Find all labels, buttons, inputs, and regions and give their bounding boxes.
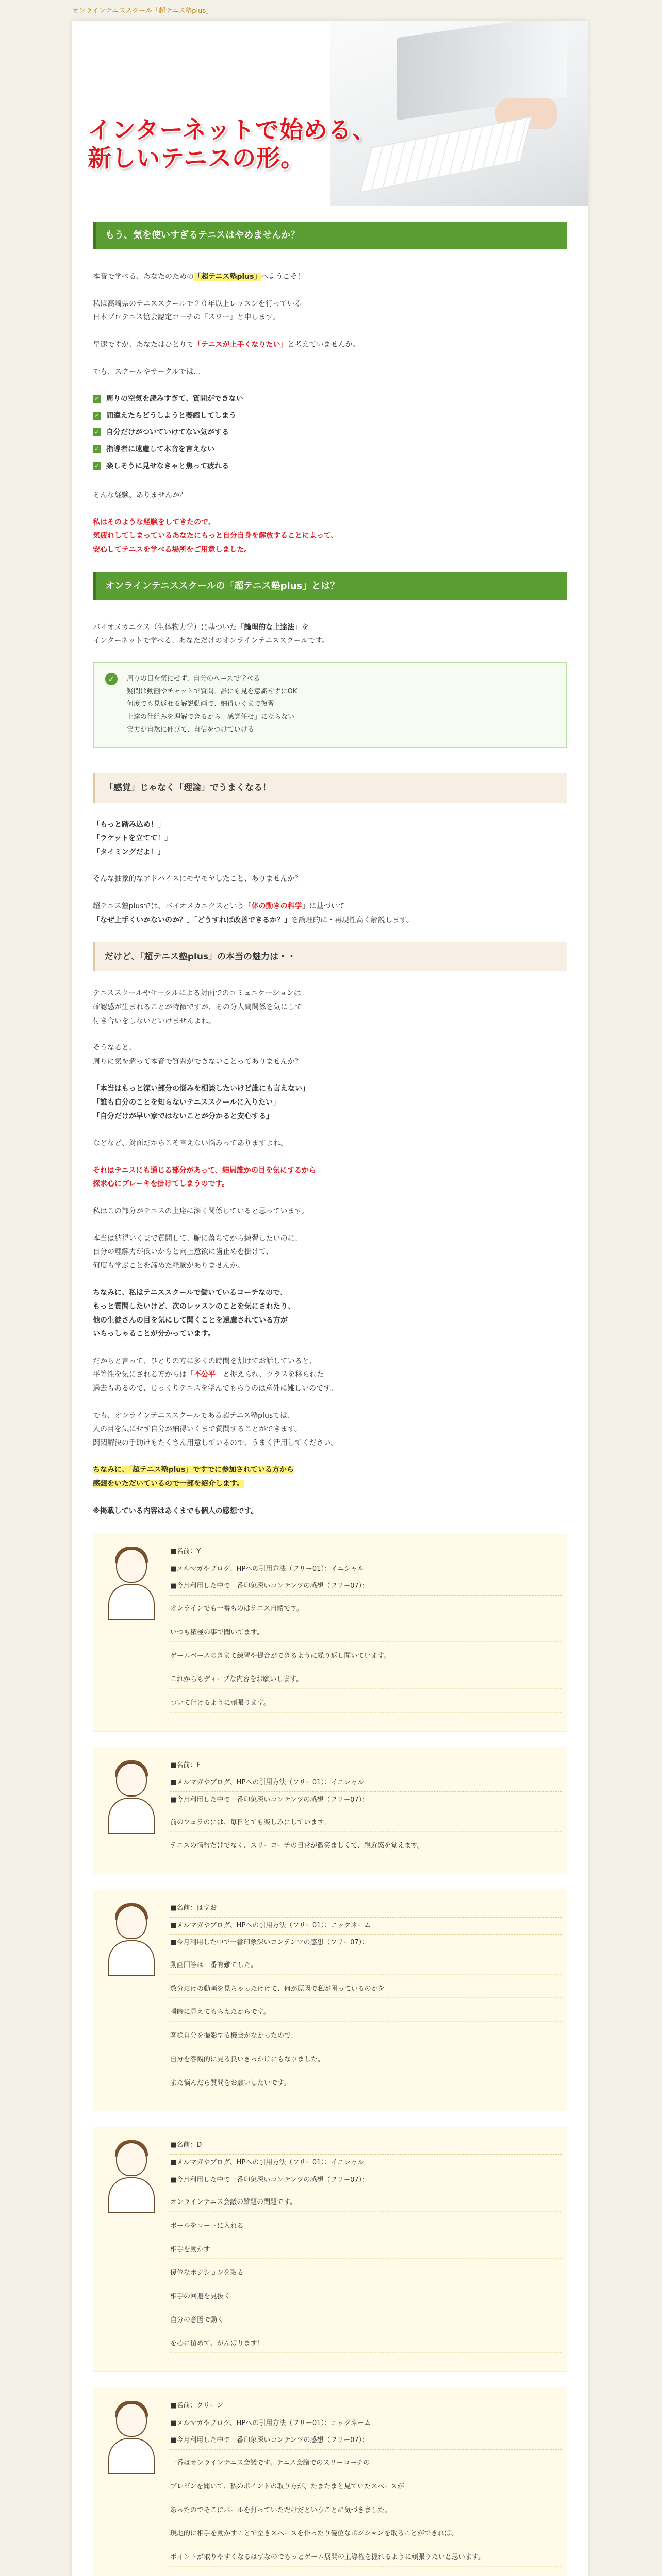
section3-heading: 「感覚」じゃなく「理論」でうまくなる！ — [93, 773, 567, 802]
user-avatar — [98, 2398, 165, 2475]
testimonial-content-label: ■今月利用した中で一番印象深いコンテンツの感想（フリー07）： — [170, 1578, 562, 1596]
keyboard-image — [360, 116, 532, 193]
text: それはテニスにも通じる部分があって、結局誰かの目を気にするから — [93, 1166, 317, 1175]
testimonial-name: ■名前：Y — [170, 1544, 562, 1561]
coach-note — [93, 1286, 567, 1341]
text: もっと質問したいけど、次のレッスンのことを気にされたり、 — [93, 1302, 295, 1311]
text: ちなみに、私はテニススクールで働いているコーチなので、 — [93, 1289, 287, 1297]
avatar-body — [108, 2177, 155, 2213]
check-icon: ✓ — [93, 412, 101, 420]
body-line: オンラインでも一番ものはテニス自體です。 — [170, 1603, 562, 1618]
avatar-body — [108, 1584, 155, 1620]
checklist-item — [93, 460, 567, 473]
testimonial-text — [165, 1757, 562, 1863]
intro-paragraph — [93, 270, 567, 284]
text: だからと言って、ひとりの方に多くの時間を割けてお話していると、 — [93, 1357, 317, 1365]
testimonial-content-label: ■今月利用した中で一番印象深いコンテンツの感想（フリー07）： — [170, 2432, 562, 2450]
check-icon: ✓ — [93, 462, 101, 470]
check-icon: ✓ — [93, 395, 101, 403]
testimonial-source: ■メルマガやブログ、HPへの引用方法（フリー01）：イニシャル — [170, 1774, 562, 1792]
body-line: 優位なポジションを取る — [170, 2267, 562, 2282]
text: を論理的に・再現性高く解説します。 — [291, 916, 413, 924]
body-line: あったのでそこにボールを打っていただけだということに気づきました。 — [170, 2504, 562, 2520]
checklist-item — [93, 443, 567, 456]
about-paragraph — [93, 621, 567, 648]
paragraph: などなど、対面だからこそ言えない悩みってありますよね。 — [93, 1139, 288, 1148]
disclaimer-note: ※掲載している内容はあくまでも個人の感想です。 — [93, 1506, 258, 1515]
site-topbar[interactable]: オンラインテニススクール「超テニス塾plus」 — [72, 7, 213, 15]
testimonial-name: ■名前：グリーン — [170, 2398, 562, 2415]
problem-checklist — [93, 392, 567, 473]
body-line: ポイントが取りやすくなるはずなのでもっとゲーム展開の主導権を握れるように頑張りたいと思います。 — [170, 2551, 562, 2567]
text: 人の目を気にせず自分が納得いくまで質問することができます。 — [93, 1425, 302, 1434]
text: 」を — [294, 623, 309, 632]
testimonial-body — [170, 2196, 562, 2353]
text: 本音で学べる、あなたのための — [93, 273, 194, 281]
text: 楽しそうに見せなきゃと焦って疲れる — [106, 462, 229, 470]
text: 」と捉えられ、クラスを移られた — [216, 1370, 324, 1379]
body-line: テニスの情報だけでなく、スリーコーチの日常が微笑ましくて、親近感を覚えます。 — [170, 1840, 562, 1855]
text: 早速ですが、あなたはひとりで — [93, 340, 194, 349]
text: 」に基づいて — [302, 902, 345, 910]
body-line: ゲームベースのきまて練習や提合ができるように繰り返し聞いています。 — [170, 1650, 562, 1666]
body-line: ついて行けるように頑張ります。 — [170, 1697, 562, 1713]
body-line: 数分だけの動画を見ちゃったけけて、何が原因で私が困っているのかを — [170, 1983, 562, 1998]
text: 付き合いをしないといけませんよね。 — [93, 1016, 216, 1025]
text: テニススクールやサークルによる対面でのコミュニケーションは — [93, 989, 301, 998]
avatar-body — [108, 2438, 155, 2474]
user-avatar — [98, 1757, 165, 1835]
page-container — [72, 21, 588, 2576]
text: 平等性を気にされる方からは「 — [93, 1370, 194, 1379]
advice-quotes — [93, 818, 567, 859]
text: 過去もあるので、じっくりテニスを学んでもらうのは意外に難しいのです。 — [93, 1384, 338, 1393]
question-paragraph — [93, 338, 567, 352]
text: 自分の理解力が低いからと向上意欲に歯止めを掛けて、 — [93, 1248, 273, 1257]
text: 自分だけがついていけてない気がする — [106, 428, 229, 437]
text: 本当は納得いくまで質問して、腑に落ちてから練習したいのに、 — [93, 1234, 302, 1243]
highlight-text: ちなみに、「超テニス塾plus」ですでに参加されている方から — [93, 1466, 294, 1475]
testimonial-card — [93, 1890, 567, 2111]
testimonials-list — [93, 1533, 567, 2576]
avatar-head — [116, 2403, 147, 2437]
testimonial-card — [93, 1533, 567, 1732]
text: でも、オンラインテニススクールである超テニス塾plusでは、 — [93, 1411, 295, 1420]
testimonial-body — [170, 2457, 562, 2566]
testimonial-content-label: ■今月利用した中で一番印象深いコンテンツの感想（フリー07）： — [170, 2172, 562, 2190]
text: 周りの空気を読みすぎて、質問ができない — [106, 395, 243, 403]
body-line: 相手の回避を見抜く — [170, 2291, 562, 2306]
hero-title-line1: インターネットで始める、 — [88, 116, 376, 144]
body-line: 動画回答は一番有難てした。 — [170, 1959, 562, 1975]
check-icon: ✓ — [93, 445, 101, 453]
main-content — [72, 222, 588, 2576]
testimonial-source: ■メルマガやブログ、HPへの引用方法（フリー01）：ニックネーム — [170, 1918, 562, 1935]
testimonial-card — [93, 2387, 567, 2576]
text: 「本当はもっと深い部分の悩みを相談したいけど誰にも言えない」 — [93, 1084, 309, 1093]
testimonial-source: ■メルマガやブログ、HPへの引用方法（フリー01）：ニックネーム — [170, 2415, 562, 2433]
school-paragraph: でも、スクールやサークルでは… — [93, 367, 201, 376]
feature-item: 周りの目を気にせず、自分のペースで学べる — [127, 674, 260, 683]
feature-item: 疑問は動画やチャットで質問。誰にも見を意識せずにOK — [127, 687, 297, 696]
text: 「誰も自分のことを知らないテニススクールに入りたい」 — [93, 1098, 280, 1107]
text: 周りに気を遣って本音で質問ができないことってありませんか？ — [93, 1057, 302, 1066]
text: 確認感が生まれることが特徴ですが、その分人間関係を気にして — [93, 1003, 302, 1012]
testimonial-body — [170, 1603, 562, 1712]
paragraph: 私はこの部分がテニスの上達に深く関係していると思っています。 — [93, 1207, 309, 1215]
feature-item: 上達の仕組みを理解できるから「感覚任せ」にならない — [127, 713, 295, 721]
testimonial-text — [165, 1544, 562, 1721]
red-statement — [93, 516, 567, 557]
checklist-item — [93, 392, 567, 406]
check-icon: ✓ — [93, 428, 101, 436]
avatar-head — [116, 1762, 147, 1797]
body-line: 自分の意図で動く — [170, 2314, 562, 2330]
avatar-head — [116, 1549, 147, 1583]
bold-text: 「なぜ上手くいかないのか？」「どうすれば改善できるか？」 — [93, 916, 291, 924]
testimonial-card — [93, 2127, 567, 2372]
text: いらっしゃることが分かっています。 — [93, 1330, 215, 1338]
user-avatar — [98, 1544, 165, 1621]
testimonial-body — [170, 1959, 562, 2092]
body-line: いつも積極の事で聞いてます。 — [170, 1626, 562, 1642]
text: 気疲れしてしまっているあなたにもっと自分自身を解放することによって、 — [93, 532, 338, 540]
testimonial-card — [93, 1747, 567, 1874]
hero-title-line2: 新しいテニスの形。 — [88, 144, 305, 173]
body-line: 現地的に相手を動かすことで空きスペースを作ったり優位なポジションを取ることができれば、 — [170, 2528, 562, 2543]
body-line: 前のフェラのには、毎日とても楽しみにしています。 — [170, 1817, 562, 1832]
hero-photo — [330, 21, 588, 206]
text: 悶悶解決の手助けもたくさん用意しているので、うまく活用してください。 — [93, 1438, 338, 1447]
text: 日本プロテニス協会認定コーチの「スワー」と申します。 — [93, 313, 280, 322]
body-line: また悩んだら質問をお願いしたいです。 — [170, 2077, 562, 2093]
biomechanics-paragraph — [93, 900, 567, 927]
paragraph — [93, 1232, 567, 1273]
body-line: 相手を動かす — [170, 2244, 562, 2259]
body-line: オンラインテニス会議の難題の問題です。 — [170, 2196, 562, 2212]
checklist-item — [93, 409, 567, 423]
highlight-intro — [93, 1463, 567, 1490]
feature-item: 実力が自然に伸びて、自信をつけていける — [127, 725, 254, 734]
red-text: 体の動きの科学 — [251, 902, 302, 910]
paragraph — [93, 1041, 567, 1069]
avatar-head — [116, 2142, 147, 2176]
text: そうなると、 — [93, 1044, 136, 1053]
checklist-item — [93, 426, 567, 439]
testimonial-body — [170, 1817, 562, 1855]
avatar-head — [116, 1905, 147, 1939]
body-line: これからもディープな内容をお願いします。 — [170, 1673, 562, 1689]
body-line: ボールをコートに入れる — [170, 2220, 562, 2235]
testimonial-source: ■メルマガやブログ、HPへの引用方法（フリー01）：イニシャル — [170, 2155, 562, 2172]
hero-banner — [72, 21, 588, 206]
body-line: を心に留めて、がんばります！ — [170, 2337, 562, 2353]
feature-item: 何度でも見返せる解説動画で、納得いくまで復習 — [127, 700, 274, 708]
text: 超テニス塾plusでは、バイオメカニクスという「 — [93, 902, 252, 910]
text: 指導者に遠慮して本音を言えない — [106, 445, 214, 453]
coach-intro — [93, 297, 567, 325]
avatar-body — [108, 1940, 155, 1976]
experience-question: そんな経験、ありませんか？ — [93, 491, 187, 500]
text: と考えていませんか。 — [287, 340, 360, 349]
red-text: 不公平 — [194, 1370, 216, 1379]
section2-heading: オンラインテニススクールの「超テニス塾plus」とは？ — [93, 572, 567, 600]
user-avatar — [98, 2137, 165, 2214]
text: 他の生徒さんの目を気にして聞くことを遠慮されている方が — [93, 1316, 288, 1325]
text: 私は高崎県のテニススクールで２０年以上レッスンを行っている — [93, 299, 302, 308]
testimonial-name: ■名前：F — [170, 1757, 562, 1775]
testimonial-name: ■名前：はすお — [170, 1900, 562, 1918]
testimonial-source: ■メルマガやブログ、HPへの引用方法（フリー01）：イニシャル — [170, 1561, 562, 1579]
brand-highlight: 「超テニス塾plus」 — [194, 273, 261, 281]
testimonial-text — [165, 2398, 562, 2575]
paragraph — [93, 987, 567, 1028]
red-text: 「テニスが上手くなりたい」 — [194, 340, 288, 349]
text: へようこそ！ — [261, 273, 305, 281]
avatar-body — [108, 1798, 155, 1834]
check-circle-icon: ✓ — [105, 673, 118, 685]
text: 探求心にブレーキを掛けてしまうのです。 — [93, 1180, 229, 1189]
text: 間違えたらどうしようと萎縮してしまう — [106, 411, 236, 420]
bold-quotes — [93, 1082, 567, 1123]
feature-box — [93, 662, 567, 748]
text: バイオメカニクス（生体物力学）に基づいた「 — [93, 623, 244, 632]
user-avatar — [98, 1900, 165, 1977]
highlight-text: 感想をいただいているので一部を紹介します。 — [93, 1479, 244, 1488]
hero-title — [88, 116, 376, 173]
section4-heading: だけど、「超テニス塾plus」の本当の魅力は・・ — [93, 942, 567, 971]
quote: 「タイミングだよ！」 — [93, 848, 165, 856]
testimonial-text — [165, 2137, 562, 2361]
text: 何度も学ぶことを諦めた経験がありませんか。 — [93, 1261, 244, 1270]
testimonial-content-label: ■今月利用した中で一番印象深いコンテンツの感想（フリー07）： — [170, 1792, 562, 1809]
testimonial-name: ■名前：D — [170, 2137, 562, 2155]
red-statement — [93, 1164, 567, 1191]
paragraph — [93, 1354, 567, 1396]
section1-heading: もう、気を使いすぎるテニスはやめませんか？ — [93, 222, 567, 249]
body-line: 瞬時に見えてもらえたからです。 — [170, 2006, 562, 2022]
text: 私はそのような経験をしてきたので、 — [93, 518, 216, 527]
quote: 「ラケットを立てて！」 — [93, 834, 172, 843]
quote: 「もっと踏み込め！」 — [93, 820, 165, 829]
body-line: 客様自分を撮影する機会がなかったので、 — [170, 2030, 562, 2045]
abstract-advice-paragraph: そんな抽象的なアドバイスにモヤモヤしたこと、ありませんか？ — [93, 875, 302, 884]
text: インターネットで学べる、あなただけのオンラインテニススクールです。 — [93, 637, 329, 646]
body-line: プレゼンを聞いて、私のポイントの取り方が、たまたまと見ていたスペースが — [170, 2481, 562, 2496]
text: 「自分だけが早い家ではないことが分かると安心する」 — [93, 1112, 273, 1121]
body-line: 一番はオンラインテニス会議です。テニス会議でのスリーコーチの — [170, 2457, 562, 2472]
testimonial-text — [165, 1900, 562, 2100]
bold-text: 論理的な上達法 — [244, 623, 295, 632]
paragraph — [93, 1409, 567, 1450]
testimonial-content-label: ■今月利用した中で一番印象深いコンテンツの感想（フリー07）： — [170, 1935, 562, 1952]
text: 安心してテニスを学べる場所をご用意しました。 — [93, 545, 252, 554]
body-line: 自分を客観的に見る良いきっかけにもなりました。 — [170, 2054, 562, 2069]
